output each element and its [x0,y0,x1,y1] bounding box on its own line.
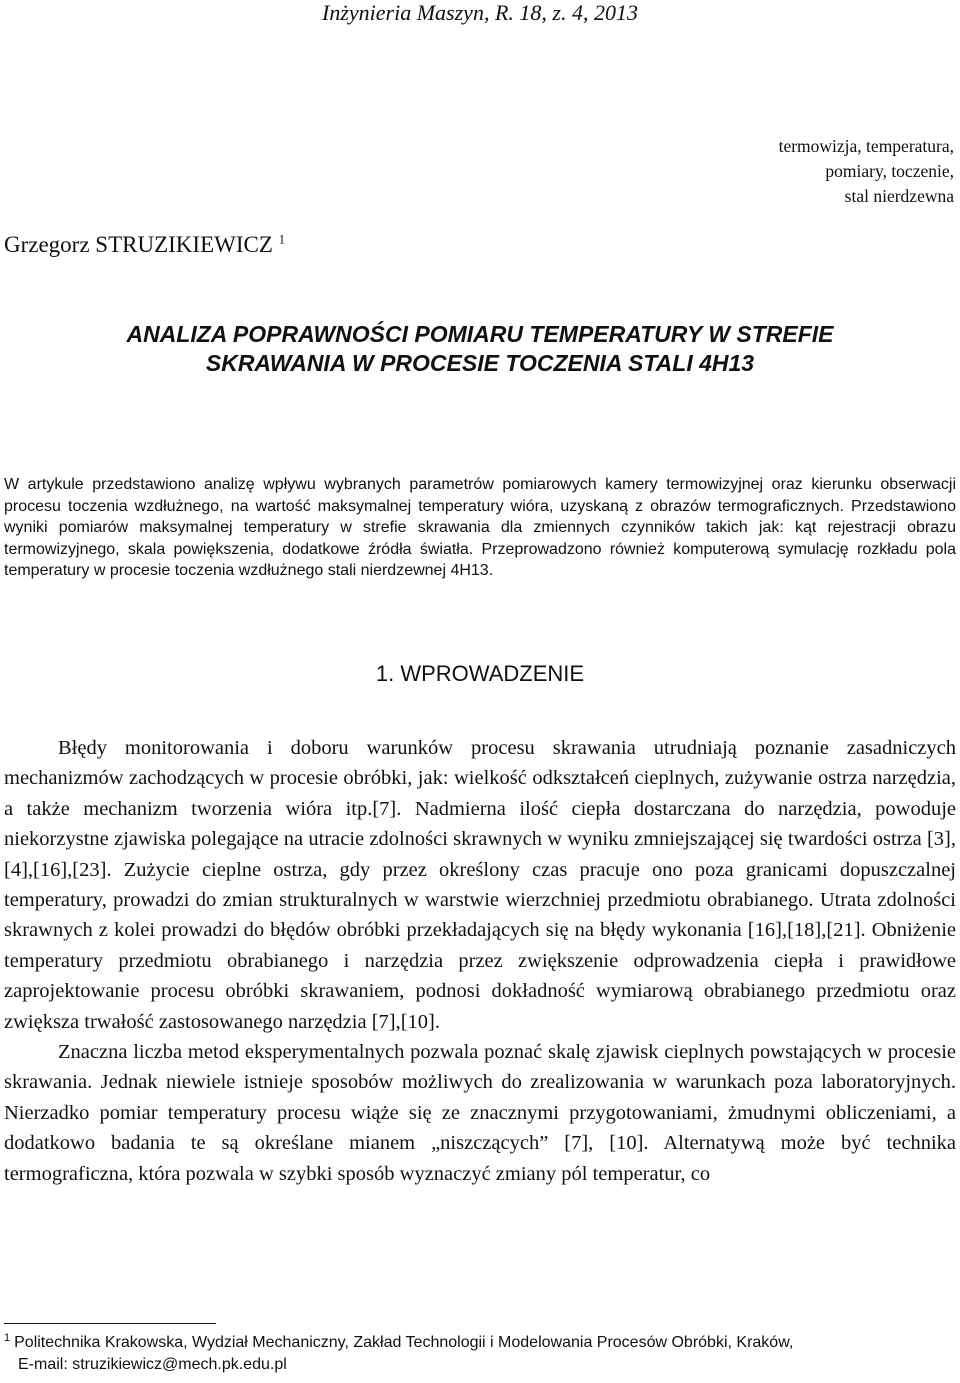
footnote-email: E-mail: struzikiewicz@mech.pk.edu.pl [18,1356,287,1373]
body-text [4,733,956,1189]
title-line: SKRAWANIA W PROCESIE TOCZENIA STALI 4H13 [205,350,755,376]
keywords-line: stal nierdzewna [844,186,954,206]
keywords-line: pomiary, toczenie, [825,161,954,181]
keywords-line: termowizja, temperatura, [778,136,954,156]
paragraph: Błędy monitorowania i doboru warunków procesu skrawania utrudniają poznanie zasadniczych mechanizmów zachodzących w procesie obróbki, jak: wielkość odkształceń cieplnych, zużywanie ostrza narzędzia, a także mechanizm tworzenia wióra itp.[7]. Nadmierna ilość ciepła dostarczana do narzędzia, powoduje niekorzystne zjawiska polegające na utracie zdolności skrawnych w wyniku zmniejszającej się twardości ostrza [3],[4],[16],[23]. Zużycie cieplne ostrza, gdy przez określony czas pracuje ono poza granicami dopuszczalnej temperatury, prowadzi do zmian strukturalnych w warstwie wierzchniej przedmiotu obrabianego. Utrata zdolności skrawnych z kolei prowadzi do błędów obróbki przekładających się na błędy wykonania [16],[18],[21]. Obniżenie temperatury przedmiotu obrabianego i narzędzia przez zwiększenie odprowadzenia ciepła i prawidłowe zaprojektowanie procesu obróbki skrawaniem, podnosi dokładność wymiarową obrabianego przedmiotu oraz zwiększa trwałość zastosowanego narzędzia [7],[10]. [4,737,956,1033]
title-line: ANALIZA POPRAWNOŚCI POMIARU TEMPERATURY W STREFIE [126,321,834,347]
author-affiliation-mark: 1 [278,231,286,247]
author-name: Grzegorz STRUZIKIEWICZ [4,232,273,257]
journal-header: Inżynieria Maszyn, R. 18, z. 4, 2013 [322,0,638,25]
paper-title [0,320,960,378]
section-heading: 1. WPROWADZENIE [375,661,585,686]
footnote [4,1332,956,1376]
paragraph: Znaczna liczba metod eksperymentalnych pozwala poznać skalę zjawisk cieplnych powstających w procesie skrawania. Jednak niewiele istnieje sposobów możliwych do zrealizowania w warunkach poza laboratoryjnych. Nierzadko pomiar temperatury procesu wiąże się ze znacznymi przygotowaniami, żmudnymi obliczeniami, a dodatkowo badania te są określane mianem „niszczących” [7], [10]. Alternatywą może być technika termograficzna, która pozwala w szybki sposób wyznaczyć zmiany pól temperatur, co [4,1041,956,1185]
footnote-affiliation: Politechnika Krakowska, Wydział Mechaniczny, Zakład Technologii i Modelowania Procesów Obróbki, Kraków, [14,1334,794,1351]
abstract [4,474,956,582]
abstract-text: W artykule przedstawiono analizę wpływu wybranych parametrów pomiarowych kamery termowizyjnej oraz kierunku obserwacji procesu toczenia wzdłużnego, na wartość maksymalnej temperatury wióra, uzyskaną z obrazów termograficznych. Przedstawiono wyniki pomiarów maksymalnej temperatury w strefie skrawania dla zmiennych czynników takich jak: kąt rejestracji obrazu termowizyjnego, skala powiększenia, dodatkowe źródła światła. Przeprowadzono również komputerową symulację rozkładu pola temperatury w procesie toczenia wzdłużnego stali nierdzewnej 4H13. [4,476,956,579]
footnote-affiliation-line [4,1332,956,1354]
keywords-block [634,134,954,209]
footnote-mark: 1 [4,1331,11,1344]
footnote-divider [4,1323,216,1324]
author [4,230,285,260]
